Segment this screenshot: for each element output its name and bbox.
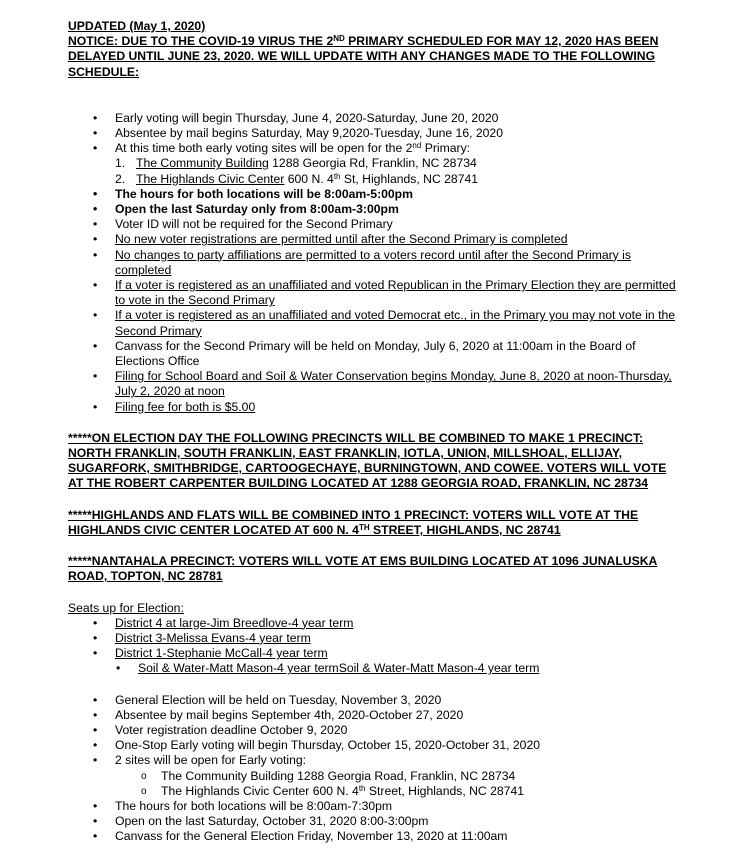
- seat-sub-text: Soil & Water-Matt Mason-4 year termSoil & Water-Matt Mason-4 year term: [138, 661, 540, 676]
- primary-schedule-list: [68, 111, 678, 157]
- list-item: [68, 202, 678, 217]
- election-notice-document: [68, 19, 678, 845]
- general-hours-text: The hours for both locations will be 8:00am-7:30pm: [115, 798, 393, 813]
- list-item: [68, 141, 678, 156]
- site-address-start: 600 N. 4: [284, 171, 334, 186]
- early-voting-text: Early voting will begin Thursday, June 4, 2020-Saturday, June 20, 2020: [115, 110, 499, 125]
- general-site-ordinal: th: [358, 783, 366, 793]
- list-item: [68, 646, 678, 661]
- list-item: [68, 156, 678, 171]
- seats-list: [68, 616, 678, 677]
- registration-deadline-text: Voter registration deadline October 9, 2020: [115, 722, 348, 737]
- no-party-changes-text: No changes to party affiliations are permitted to a voters record until after the Second Primary is completed: [115, 247, 631, 277]
- list-item: [68, 217, 678, 232]
- general-site-text-start: The Highlands Civic Center 600 N. 4: [161, 783, 359, 798]
- sites-intro-ordinal: nd: [412, 141, 422, 151]
- list-item: [68, 187, 678, 202]
- list-item: [68, 738, 678, 753]
- nantahala-precinct-notice: *****NANTAHALA PRECINCT: VOTERS WILL VOTE AT EMS BUILDING LOCATED AT 1096 JUNALUSKA ROAD, TOPTON, NC 28781: [68, 554, 658, 584]
- primary-sites-list: [68, 156, 678, 186]
- list-item: [68, 661, 678, 676]
- site-number: 1.: [115, 156, 126, 171]
- list-item: [68, 278, 678, 308]
- list-item: [68, 723, 678, 738]
- sites-intro-start: At this time both early voting sites will be open for the 2: [115, 141, 413, 156]
- unaffiliated-republican-text: If a voter is registered as an unaffiliated and voted Republican in the Primary Election they are permitted to vote in the Second Primary: [115, 278, 676, 308]
- list-item: [68, 126, 678, 141]
- saturday-text: Open the last Saturday only from 8:00am-3:00pm: [115, 202, 399, 217]
- list-item: [68, 799, 678, 814]
- site-name: The Community Building: [136, 156, 269, 171]
- site-address-ordinal: th: [333, 171, 341, 181]
- notice-text-end: PRIMARY SCHEDULED FOR MAY 12, 2020 HAS BEEN DELAYED UNTIL JUNE 23, 2020. WE WILL UPDATE WITH ANY CHANGES MADE TO THE FOLLOWING SCHEDULE:: [68, 34, 659, 79]
- general-site-text-end: Street, Highlands, NC 28741: [365, 783, 525, 798]
- list-item: [68, 232, 678, 247]
- voter-id-text: Voter ID will not be required for the Second Primary: [115, 217, 393, 232]
- sites-intro-end: Primary:: [421, 141, 471, 156]
- general-held-text: General Election will be held on Tuesday, November 3, 2020: [115, 692, 442, 707]
- unaffiliated-democrat-text: If a voter is registered as an unaffiliated and voted Democrat etc., in the Primary you may not vote in the Second Primary: [115, 308, 676, 338]
- list-item: [68, 708, 678, 723]
- hours-text: The hours for both locations will be 8:00am-5:00pm: [115, 186, 413, 201]
- general-election-list: [68, 693, 678, 845]
- general-absentee-text: Absentee by mail begins September 4th, 2020-October 27, 2020: [115, 707, 464, 722]
- highlands-precinct-notice: [68, 508, 678, 538]
- absentee-text: Absentee by mail begins Saturday, May 9,2020-Tuesday, June 16, 2020: [115, 126, 503, 141]
- site-address: 1288 Georgia Rd, Franklin, NC 28734: [268, 156, 477, 171]
- seats-heading: Seats up for Election:: [68, 600, 184, 615]
- seat-text: District 4 at large-Jim Breedlove-4 year term: [115, 615, 354, 630]
- filing-text: Filing for School Board and Soil & Water Conservation begins Monday, June 8, 2020 at noon-Thursday, July 2, 2020 at noon: [115, 369, 672, 399]
- site-name: The Highlands Civic Center: [136, 171, 285, 186]
- updated-date: UPDATED (May 1, 2020): [68, 19, 206, 33]
- list-item: [68, 784, 678, 799]
- canvass-text: Canvass for the Second Primary will be held on Monday, July 6, 2020 at 11:00am in the Board of Elections Office: [115, 338, 636, 369]
- list-item: [68, 339, 678, 369]
- franklin-precinct-notice: *****ON ELECTION DAY THE FOLLOWING PRECINCTS WILL BE COMBINED TO MAKE 1 PRECINCT: NORTH FRANKLIN, SOUTH FRANKLIN, EAST FRANKLIN, IOTLA, UNION, MILLSHOAL, ELLIJAY, SUGARFORK, SMITHBRIDGE, CARTOOGECHAYE, BURNINGTOWN, AND COWEE. VOTERS WILL VOTE AT THE ROBERT CARPENTER BUILDING LOCATED AT 1288 GEORGIA ROAD, FRANKLIN, NC 28734: [68, 430, 667, 491]
- seat-text: District 3-Melissa Evans-4 year term: [115, 630, 311, 645]
- list-item: [68, 308, 678, 338]
- highlands-notice-start: *****HIGHLANDS AND FLATS WILL BE COMBINED INTO 1 PRECINCT: VOTERS WILL VOTE AT THE HIGHLANDS CIVIC CENTER LOCATED AT 600 N. 4: [68, 507, 639, 537]
- highlands-notice-ordinal: TH: [358, 522, 370, 532]
- list-item: [68, 769, 678, 784]
- general-sites-intro: 2 sites will be open for Early voting:: [115, 753, 307, 768]
- notice-text-start: NOTICE: DUE TO THE COVID-19 VIRUS THE 2: [68, 34, 334, 49]
- list-item: [68, 172, 678, 187]
- list-item: [68, 753, 678, 768]
- general-site-text: The Community Building 1288 Georgia Road, Franklin, NC 28734: [161, 768, 516, 783]
- primary-rules-list: [68, 187, 678, 415]
- site-number: 2.: [115, 171, 126, 186]
- site-address-end: St, Highlands, NC 28741: [340, 171, 479, 186]
- no-registrations-text: No new voter registrations are permitted until after the Second Primary is completed: [115, 232, 568, 247]
- list-item: [68, 111, 678, 126]
- list-item: [68, 631, 678, 646]
- list-item: [68, 369, 678, 399]
- general-saturday-text: Open on the last Saturday, October 31, 2020 8:00-3:00pm: [115, 814, 429, 829]
- list-item: [68, 616, 678, 631]
- seat-text: District 1-Stephanie McCall-4 year term: [115, 646, 328, 661]
- list-item: [68, 248, 678, 278]
- one-stop-text: One-Stop Early voting will begin Thursday, October 15, 2020-October 31, 2020: [115, 738, 540, 753]
- notice-heading: [68, 34, 678, 80]
- list-item: [68, 814, 678, 829]
- notice-ordinal: ND: [333, 34, 345, 44]
- general-canvass-text: Canvass for the General Election Friday, November 13, 2020 at 11:00am: [115, 829, 508, 844]
- list-item: [68, 400, 678, 415]
- list-item: [68, 829, 678, 844]
- filing-fee-text: Filing fee for both is $5.00: [115, 399, 256, 414]
- list-item: [68, 693, 678, 708]
- highlands-notice-end: STREET, HIGHLANDS, NC 28741: [369, 522, 561, 537]
